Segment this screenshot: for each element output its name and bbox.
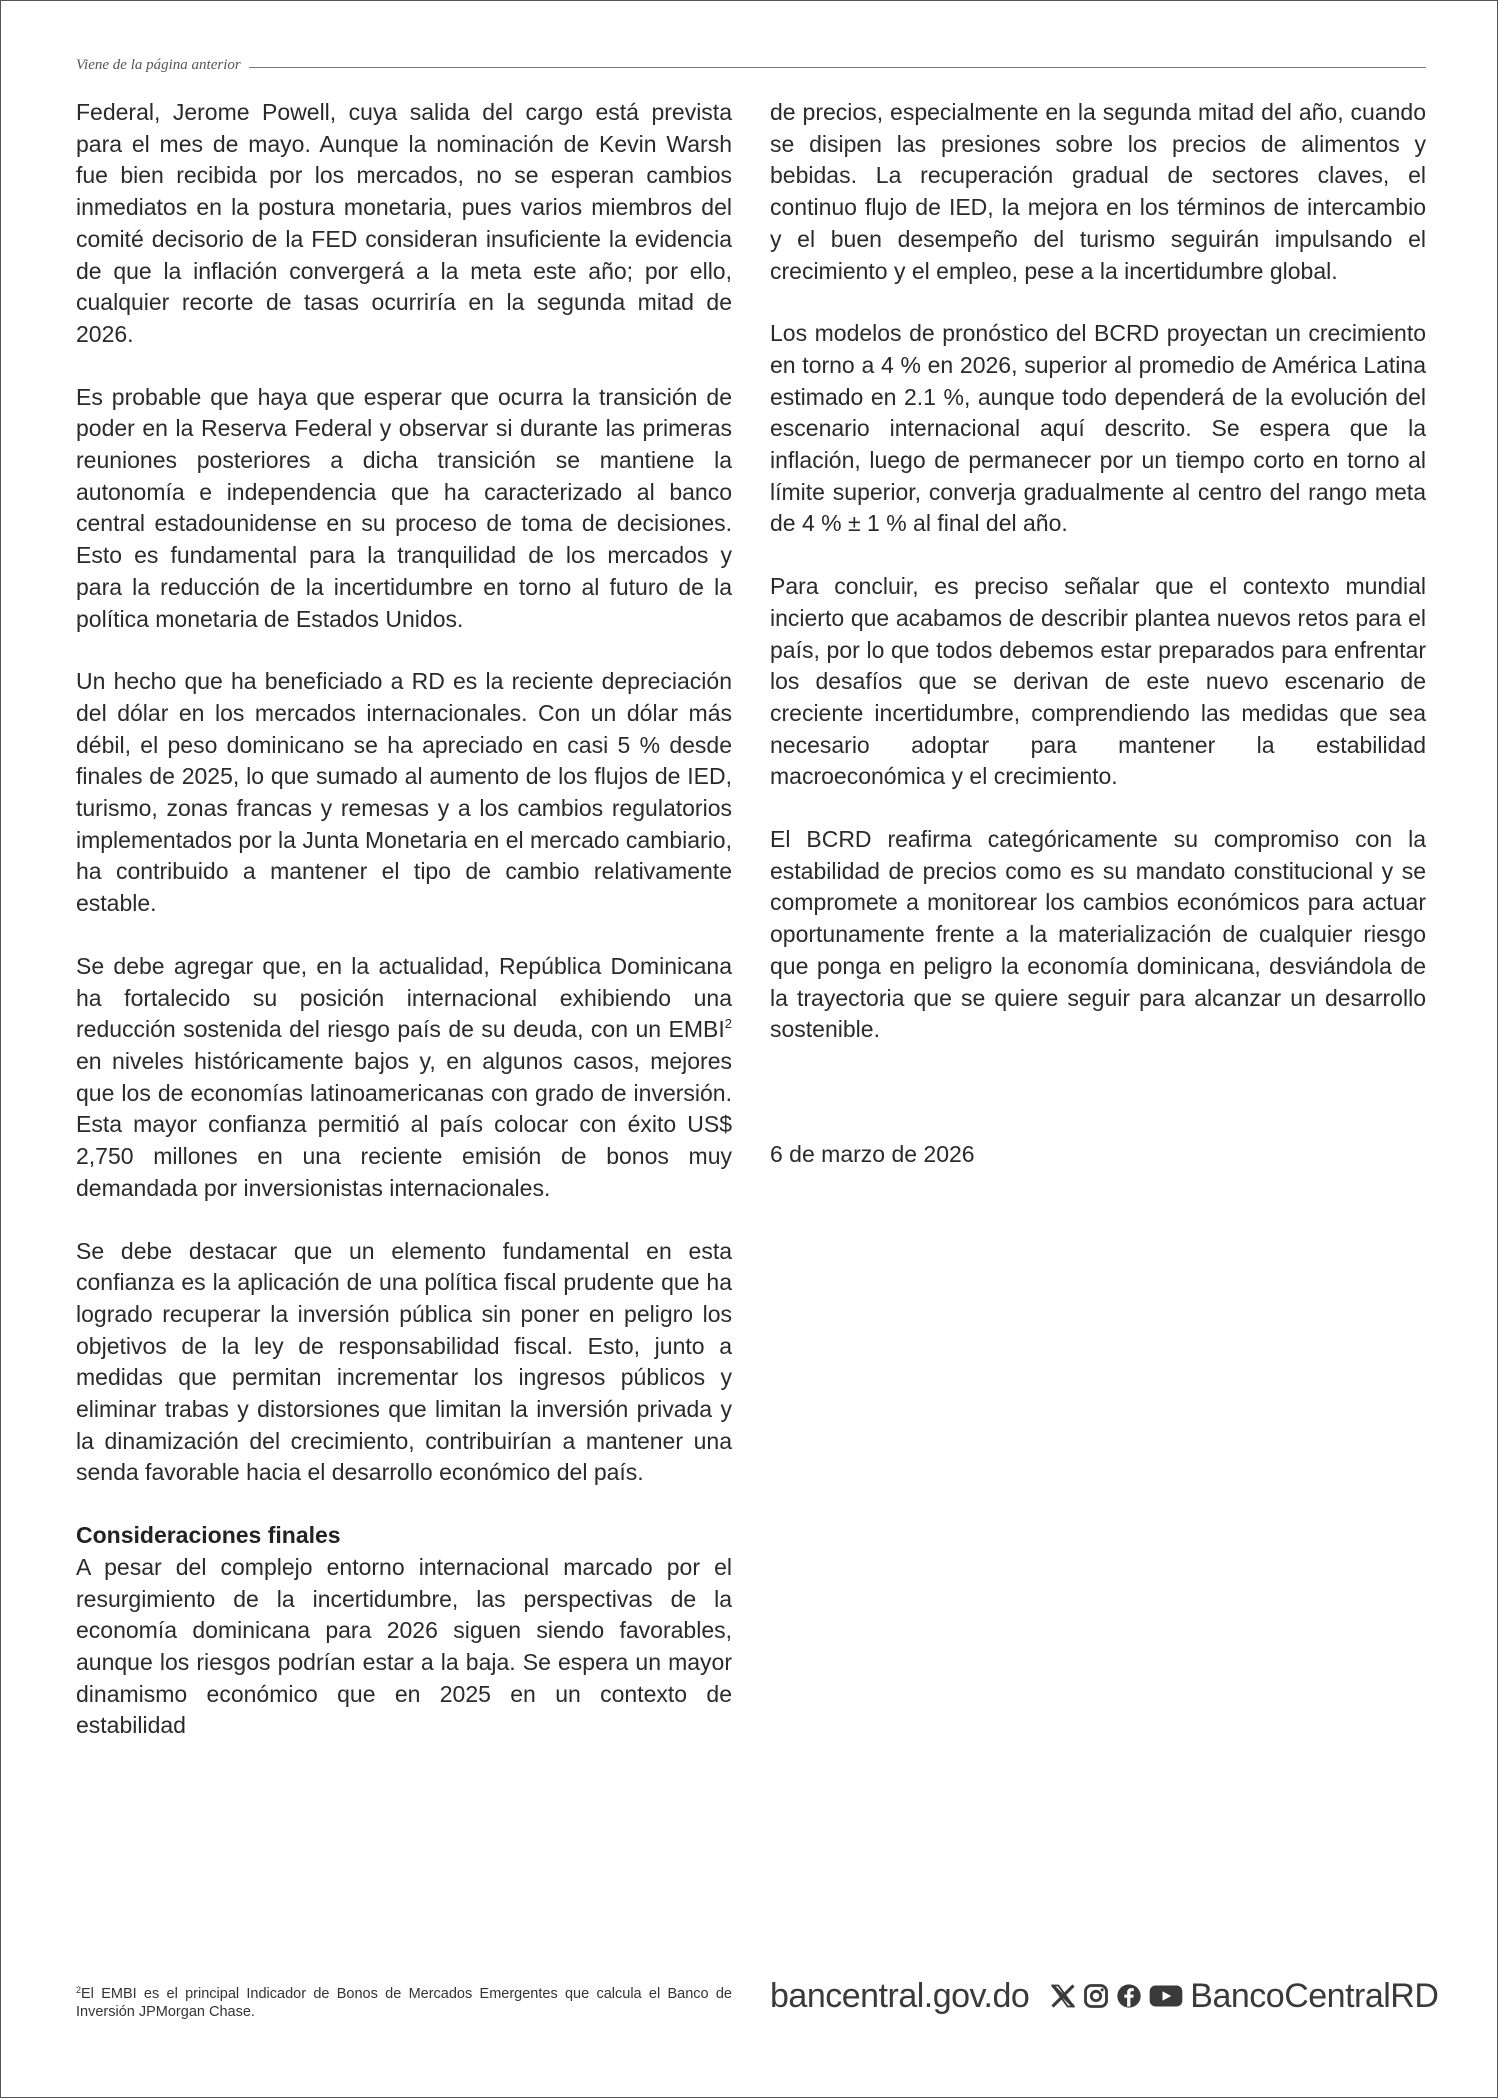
social-handle[interactable]: BancoCentralRD <box>1190 1976 1439 2015</box>
section-heading: Consideraciones finales <box>76 1522 341 1549</box>
header-rule <box>249 67 1426 68</box>
website-link[interactable]: bancentral.gov.do <box>770 1976 1030 2015</box>
paragraph-outlook: A pesar del complejo entorno internacional marcado por el resurgimiento de la incertidumbre, las perspectivas de la economía dominicana para 2026 siguen siendo favorables, aunque los riesgos podrían estar a la baja. Se espera un mayor dinamismo económico que en 2025 en un contexto de estabilidad <box>76 1553 732 1739</box>
facebook-icon[interactable] <box>1115 1982 1143 2010</box>
country-risk-text-a: Se debe agregar que, en la actualidad, República Dominicana ha fortalecido su posición internacional exhibiendo una reducción sostenida del riesgo país de su deuda, con un EMBI <box>76 952 732 1043</box>
paragraph-conclusion: Para concluir, es preciso señalar que el contexto mundial incierto que acabamos de describir plantea nuevos retos para el país, por lo que todos debemos estar preparados para enfrentar los desafíos que se derivan de este nuevo escenario de creciente incertidumbre, comprendiendo las medidas que sea necesario adoptar para mantener la estabilidad macroeconómica y el crecimiento. <box>770 573 1426 790</box>
footnote-text: El EMBI es el principal Indicador de Bonos de Mercados Emergentes que calcula el Banco de Inversión JPMorgan Chase. <box>76 1986 732 2020</box>
social-icons <box>1049 1982 1184 2010</box>
footnote-marker: 2 <box>76 1985 82 1995</box>
left-column <box>76 97 732 1773</box>
continued-header <box>76 57 1426 74</box>
paragraph-power-transition: Es probable que haya que esperar que ocurra la transición de poder en la Reserva Federal y observar si durante las primeras reuniones posteriores a dicha transición se mantiene la autonomía e independencia que ha caracterizado al banco central estadounidense en su proceso de toma de decisiones. Esto es fundamental para la tranquilidad de los mercados y para la reducción de la incertidumbre en torno al futuro de la política monetaria de Estados Unidos. <box>76 383 732 632</box>
paragraph-price-stability: de precios, especialmente en la segunda mitad del año, cuando se disipen las presiones sobre los precios de alimentos y bebidas. La recuperación gradual de sectores claves, el continuo flujo de IED, la mejora en los términos de intercambio y el buen desempeño del turismo seguirán impulsando el crecimiento y el empleo, pese a la incertidumbre global. <box>770 99 1426 284</box>
footer <box>770 1971 1439 2021</box>
x-icon[interactable] <box>1049 1982 1077 2010</box>
paragraph-forecast: Los modelos de pronóstico del BCRD proyectan un crecimiento en torno a 4 % en 2026, superior al promedio de América Latina estimado en 2.1 %, aunque todo dependerá de la evolución del escenario internacional aquí descrito. Se espera que la inflación, luego de permanecer por un tiempo corto en torno al límite superior, converja gradualmente al centro del rango meta de 4 % ± 1 % al final del año. <box>770 320 1426 537</box>
footnote <box>76 1985 732 2021</box>
paragraph-commitment: El BCRD reafirma categóricamente su compromiso con la estabilidad de precios como es su mandato constitucional y se compromete a monitorear los cambios económicos para actuar oportunamente frente a la materialización de cualquier riesgo que ponga en peligro la economía dominicana, desviándola de la trayectoria que se quiere seguir para alcanzar un desarrollo sostenible. <box>770 826 1426 1043</box>
document-date: 6 de marzo de 2026 <box>770 1140 975 1167</box>
instagram-icon[interactable] <box>1082 1982 1110 2010</box>
paragraph-dollar-depreciation: Un hecho que ha beneficiado a RD es la reciente depreciación del dólar en los mercados internacionales. Con un dólar más débil, el peso dominicano se ha apreciado en casi 5 % desde finales de 2025, lo que sumado al aumento de los flujos de IED, turismo, zonas francas y remesas y a los cambios regulatorios implementados por la Junta Monetaria en el mercado cambiario, ha contribuido a mantener el tipo de cambio relativamente estable. <box>76 668 732 917</box>
continued-label: Viene de la página anterior <box>76 57 241 73</box>
right-column <box>770 97 1426 1171</box>
youtube-icon[interactable] <box>1148 1982 1184 2010</box>
paragraph-fed-transition: Federal, Jerome Powell, cuya salida del cargo está prevista para el mes de mayo. Aunque la nominación de Kevin Warsh fue bien recibida por los mercados, no se esperan cambios inmediatos en la postura monetaria, pues varios miembros del comité decisorio de la FED consideran insuficiente la evidencia de que la inflación convergerá a la meta este año; por ello, cualquier recorte de tasas ocurriría en la segunda mitad de 2026. <box>76 99 732 347</box>
paragraph-country-risk <box>76 951 732 1205</box>
footnote-reference: 2 <box>724 1016 732 1032</box>
paragraph-fiscal-policy: Se debe destacar que un elemento fundamental en esta confianza es la aplicación de una política fiscal prudente que ha logrado recuperar la inversión pública sin poner en peligro los objetivos de la ley de responsabilidad fiscal. Esto, junto a medidas que permitan incrementar los ingresos públicos y eliminar trabas y distorsiones que limitan la inversión privada y la dinamización del crecimiento, contribuirían a mantener una senda favorable hacia el desarrollo económico del país. <box>76 1237 732 1486</box>
country-risk-text-b: en niveles históricamente bajos y, en algunos casos, mejores que los de economías latinoamericanas con grado de inversión. Esta mayor confianza permitió al país colocar con éxito US$ 2,750 millones en una reciente emisión de bonos muy demandada por inversionistas internacionales. <box>76 1047 732 1201</box>
